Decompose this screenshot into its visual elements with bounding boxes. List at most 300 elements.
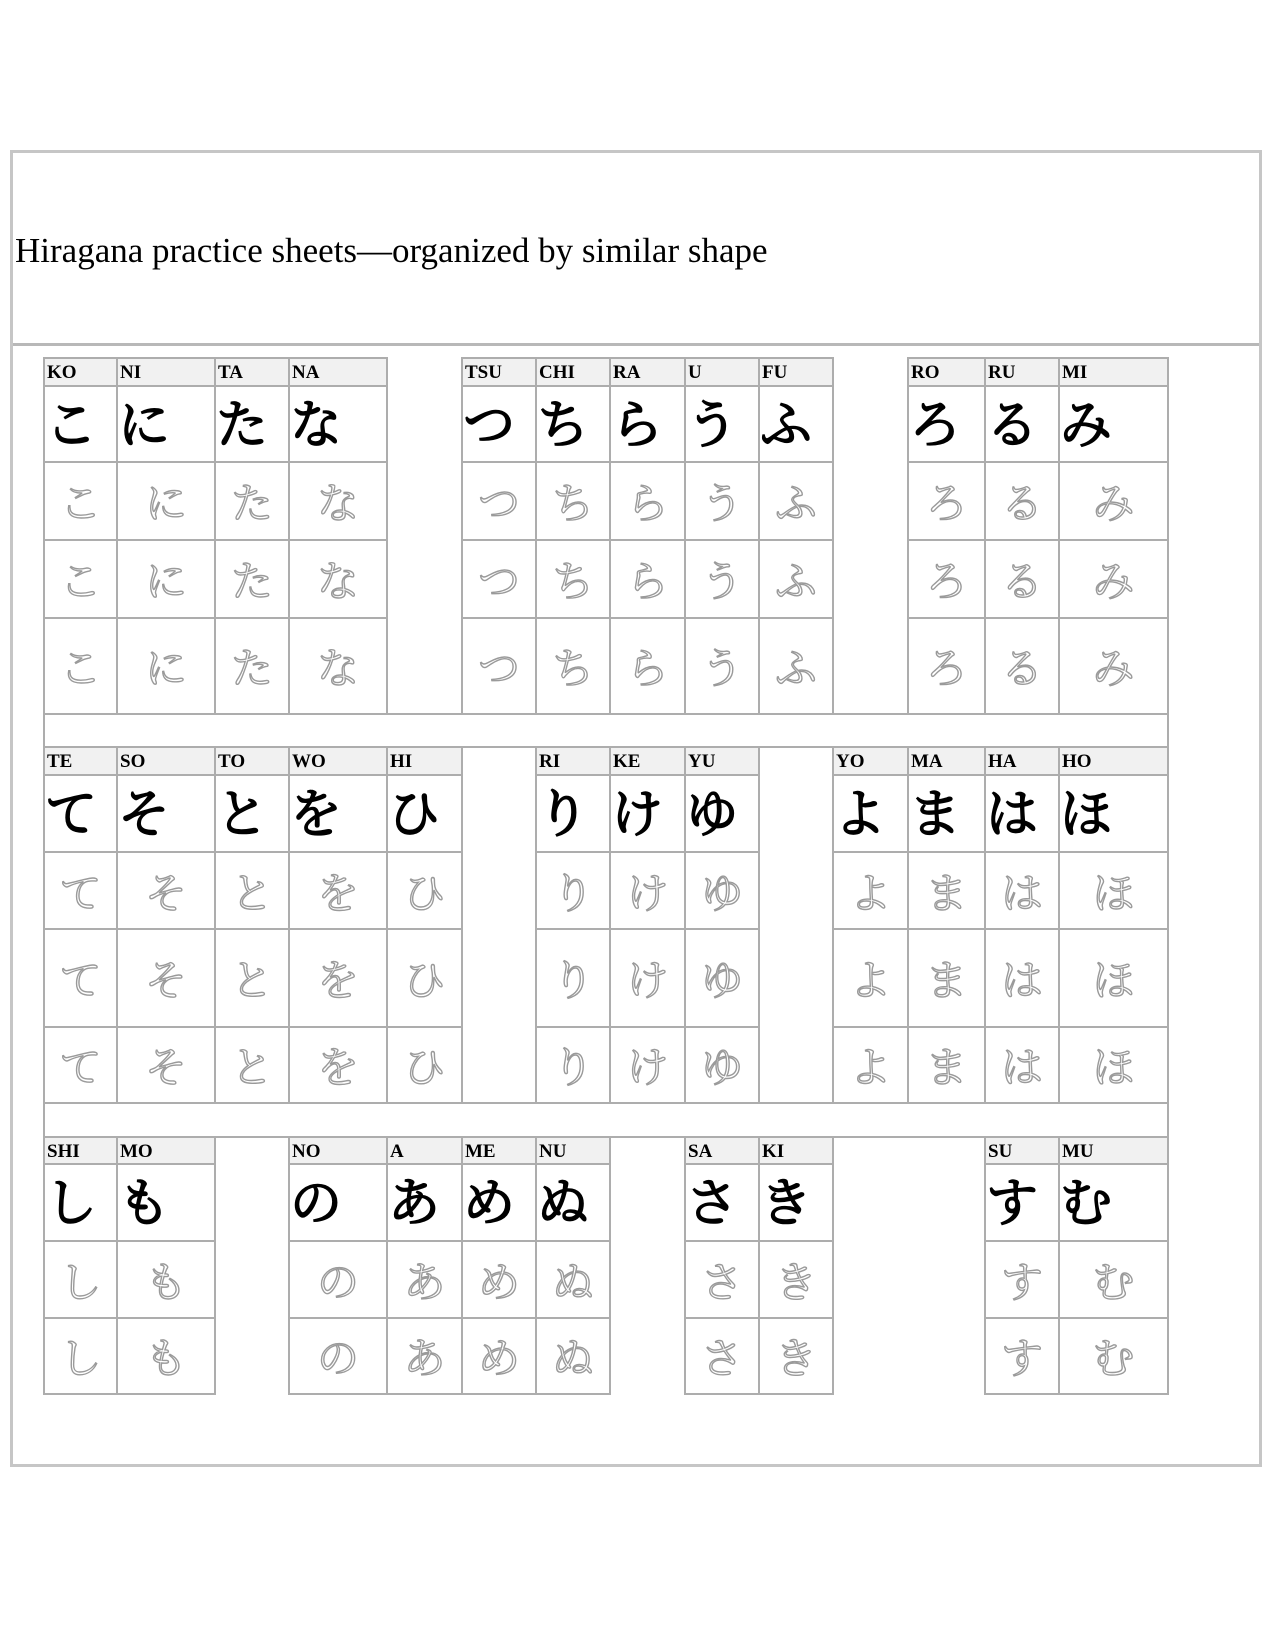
romaji-header: [43, 1136, 118, 1165]
trace-kana: ぬ: [551, 1257, 594, 1307]
trace-kana: と: [230, 956, 273, 1005]
romaji-header: [535, 1136, 611, 1165]
trace-kana: あ: [403, 1257, 446, 1307]
trace-kana: つ: [477, 479, 520, 528]
trace-kana-cell[interactable]: [984, 1240, 1060, 1319]
trace-kana: ゆ: [700, 1043, 743, 1092]
trace-kana: ら: [626, 557, 669, 606]
trace-kana: す: [1000, 1257, 1043, 1307]
trace-kana: う: [700, 644, 743, 693]
romaji-label: RO: [911, 362, 940, 383]
model-kana-cell: [43, 385, 118, 463]
model-kana: ほ: [1060, 785, 1113, 845]
trace-kana-cell[interactable]: [116, 461, 216, 541]
romaji-label: FU: [762, 362, 788, 383]
trace-kana: も: [144, 1257, 187, 1307]
romaji-header: [907, 357, 986, 387]
romaji-header: [609, 357, 686, 387]
trace-kana-cell[interactable]: [984, 617, 1060, 715]
trace-kana-cell[interactable]: [214, 461, 290, 541]
trace-kana: て: [59, 956, 102, 1005]
romaji-header: [1058, 746, 1169, 776]
model-kana-cell: [116, 1163, 216, 1242]
romaji-label: TO: [218, 751, 246, 772]
trace-kana: の: [316, 1257, 359, 1307]
romaji-label: NO: [292, 1141, 321, 1162]
trace-kana-cell[interactable]: [214, 1026, 290, 1104]
model-kana-cell: [535, 1163, 611, 1242]
trace-kana-cell[interactable]: [116, 928, 216, 1028]
trace-kana-cell[interactable]: [288, 461, 388, 541]
trace-kana-cell[interactable]: [386, 1240, 463, 1319]
romaji-header: [684, 357, 760, 387]
trace-kana: こ: [59, 479, 102, 528]
model-kana: あ: [388, 1174, 441, 1234]
trace-kana: る: [1000, 557, 1043, 606]
trace-kana-cell[interactable]: [758, 1240, 834, 1319]
romaji-header: [535, 357, 611, 387]
trace-kana: た: [230, 557, 273, 606]
trace-kana: う: [700, 479, 743, 528]
model-kana-cell: [43, 774, 118, 853]
trace-kana-cell[interactable]: [984, 851, 1060, 930]
model-kana: そ: [118, 785, 171, 845]
model-kana-cell: [288, 385, 388, 463]
romaji-label: YU: [688, 751, 716, 772]
trace-kana-cell[interactable]: [832, 1026, 909, 1104]
trace-kana-cell[interactable]: [43, 1240, 118, 1319]
trace-kana-cell[interactable]: [116, 1026, 216, 1104]
model-kana-cell: [609, 774, 686, 853]
trace-kana-cell[interactable]: [535, 461, 611, 541]
romaji-header: [984, 746, 1060, 776]
trace-kana: ら: [626, 479, 669, 528]
trace-kana-cell[interactable]: [684, 851, 760, 930]
model-kana-cell: [288, 1163, 388, 1242]
trace-kana: ろ: [925, 479, 968, 528]
model-kana: の: [290, 1174, 343, 1234]
trace-kana: し: [59, 1334, 102, 1383]
romaji-header: [214, 746, 290, 776]
romaji-header: [461, 1136, 537, 1165]
trace-kana-cell[interactable]: [116, 851, 216, 930]
trace-kana: と: [230, 868, 273, 918]
trace-kana-cell[interactable]: [907, 928, 986, 1028]
model-kana-cell: [907, 774, 986, 853]
trace-kana-cell[interactable]: [386, 1317, 463, 1395]
romaji-header: [832, 746, 909, 776]
trace-kana: み: [1092, 557, 1135, 606]
trace-kana-cell[interactable]: [116, 1317, 216, 1395]
trace-kana-cell[interactable]: [214, 928, 290, 1028]
trace-kana-cell[interactable]: [116, 1240, 216, 1319]
trace-kana: ま: [925, 868, 968, 918]
romaji-header: [609, 746, 686, 776]
trace-kana-cell[interactable]: [609, 617, 686, 715]
model-kana: け: [611, 785, 664, 845]
trace-kana-cell[interactable]: [609, 928, 686, 1028]
trace-kana-cell[interactable]: [386, 928, 463, 1028]
trace-kana-cell[interactable]: [535, 539, 611, 619]
trace-kana-cell[interactable]: [461, 461, 537, 541]
trace-kana: ほ: [1092, 1043, 1135, 1092]
romaji-label: CHI: [539, 362, 575, 383]
model-kana: め: [463, 1174, 516, 1234]
trace-kana-cell[interactable]: [684, 1240, 760, 1319]
model-kana: こ: [45, 396, 98, 456]
trace-kana: そ: [144, 956, 187, 1005]
model-kana: さ: [686, 1174, 739, 1234]
trace-kana: ゆ: [700, 868, 743, 918]
trace-kana-cell[interactable]: [116, 539, 216, 619]
romaji-label: HA: [988, 751, 1017, 772]
model-kana-cell: [288, 774, 388, 853]
model-kana: ぬ: [537, 1174, 590, 1234]
romaji-header: [386, 746, 463, 776]
trace-kana-cell[interactable]: [758, 1317, 834, 1395]
trace-kana-cell[interactable]: [386, 851, 463, 930]
trace-kana: よ: [849, 868, 892, 918]
trace-kana-cell[interactable]: [609, 851, 686, 930]
trace-kana: ゆ: [700, 956, 743, 1005]
model-kana: ち: [537, 396, 590, 456]
model-kana-cell: [609, 385, 686, 463]
romaji-header: [1058, 357, 1169, 387]
model-kana-cell: [461, 385, 537, 463]
trace-kana-cell[interactable]: [758, 539, 834, 619]
trace-kana: ほ: [1092, 868, 1135, 918]
trace-kana: て: [59, 1043, 102, 1092]
trace-kana-cell[interactable]: [1058, 1026, 1169, 1104]
romaji-label: A: [390, 1141, 404, 1162]
trace-kana: ろ: [925, 644, 968, 693]
romaji-header: [288, 1136, 388, 1165]
trace-kana-cell[interactable]: [984, 928, 1060, 1028]
romaji-label: RU: [988, 362, 1016, 383]
trace-kana-cell[interactable]: [1058, 851, 1169, 930]
trace-kana: そ: [144, 1043, 187, 1092]
trace-kana: め: [477, 1334, 520, 1383]
romaji-header: [907, 746, 986, 776]
romaji-header: [758, 1136, 834, 1165]
trace-kana-cell[interactable]: [1058, 539, 1169, 619]
romaji-label: WO: [292, 751, 326, 772]
trace-kana-cell[interactable]: [535, 851, 611, 930]
trace-kana-cell[interactable]: [758, 617, 834, 715]
model-kana-cell: [758, 385, 834, 463]
romaji-label: NI: [120, 362, 142, 383]
trace-kana: ま: [925, 1043, 968, 1092]
model-kana-cell: [684, 774, 760, 853]
model-kana: と: [216, 785, 269, 845]
trace-kana-cell[interactable]: [1058, 928, 1169, 1028]
model-kana: に: [118, 396, 171, 456]
trace-kana-cell[interactable]: [461, 1240, 537, 1319]
model-kana-cell: [386, 1163, 463, 1242]
romaji-label: TA: [218, 362, 243, 383]
model-kana: な: [290, 396, 343, 456]
trace-kana-cell[interactable]: [609, 1026, 686, 1104]
model-kana-cell: [1058, 774, 1169, 853]
trace-kana-cell[interactable]: [535, 1026, 611, 1104]
model-kana: つ: [463, 396, 516, 456]
trace-kana: ぬ: [551, 1334, 594, 1383]
romaji-header: [116, 357, 216, 387]
model-kana: す: [986, 1174, 1039, 1234]
trace-kana: あ: [403, 1334, 446, 1383]
romaji-label: MA: [911, 751, 943, 772]
trace-kana: ま: [925, 956, 968, 1005]
trace-kana: ふ: [774, 479, 817, 528]
trace-kana-cell[interactable]: [214, 539, 290, 619]
trace-kana: ら: [626, 644, 669, 693]
trace-kana: さ: [700, 1334, 743, 1383]
trace-kana: な: [316, 479, 359, 528]
trace-kana: つ: [477, 557, 520, 606]
trace-kana: き: [774, 1334, 817, 1383]
model-kana-cell: [684, 1163, 760, 1242]
trace-kana-cell[interactable]: [214, 851, 290, 930]
trace-kana-cell[interactable]: [535, 928, 611, 1028]
romaji-label: MO: [120, 1141, 153, 1162]
trace-kana: る: [1000, 479, 1043, 528]
trace-kana-cell[interactable]: [1058, 1317, 1169, 1395]
trace-kana: ひ: [403, 956, 446, 1005]
trace-kana-cell[interactable]: [907, 1026, 986, 1104]
trace-kana-cell[interactable]: [535, 1317, 611, 1395]
model-kana-cell: [116, 385, 216, 463]
trace-kana: よ: [849, 956, 892, 1005]
trace-kana-cell[interactable]: [288, 1240, 388, 1319]
trace-kana: な: [316, 557, 359, 606]
trace-kana: け: [626, 956, 669, 1005]
trace-kana-cell[interactable]: [43, 1026, 118, 1104]
block-separator: [43, 713, 1169, 748]
trace-kana-cell[interactable]: [535, 617, 611, 715]
trace-kana: ろ: [925, 557, 968, 606]
trace-kana-cell[interactable]: [43, 539, 118, 619]
trace-kana: ふ: [774, 557, 817, 606]
trace-kana-cell[interactable]: [907, 539, 986, 619]
romaji-header: [984, 357, 1060, 387]
trace-kana: ひ: [403, 1043, 446, 1092]
trace-kana: も: [144, 1334, 187, 1383]
trace-kana: み: [1092, 644, 1135, 693]
romaji-label: SU: [988, 1141, 1013, 1162]
romaji-header: [684, 1136, 760, 1165]
trace-kana-cell[interactable]: [461, 617, 537, 715]
romaji-label: KO: [47, 362, 77, 383]
model-kana-cell: [116, 774, 216, 853]
trace-kana: す: [1000, 1334, 1043, 1383]
trace-kana: し: [59, 1257, 102, 1307]
trace-kana: を: [316, 1043, 359, 1092]
model-kana-cell: [43, 1163, 118, 1242]
trace-kana-cell[interactable]: [43, 851, 118, 930]
trace-kana: さ: [700, 1257, 743, 1307]
romaji-header: [461, 357, 537, 387]
model-kana-cell: [1058, 385, 1169, 463]
trace-kana: り: [551, 1043, 594, 1092]
model-kana: ゆ: [686, 785, 739, 845]
trace-kana-cell[interactable]: [609, 539, 686, 619]
trace-kana-cell[interactable]: [684, 617, 760, 715]
model-kana-cell: [214, 385, 290, 463]
trace-kana: そ: [144, 868, 187, 918]
model-kana: た: [216, 396, 269, 456]
romaji-header: [984, 1136, 1060, 1165]
model-kana-cell: [535, 385, 611, 463]
trace-kana-cell[interactable]: [461, 1317, 537, 1395]
trace-kana-cell[interactable]: [43, 928, 118, 1028]
trace-kana-cell[interactable]: [907, 851, 986, 930]
model-kana-cell: [984, 385, 1060, 463]
trace-kana-cell[interactable]: [288, 539, 388, 619]
model-kana: み: [1060, 396, 1113, 456]
model-kana-cell: [758, 1163, 834, 1242]
trace-kana: は: [1000, 956, 1043, 1005]
trace-kana-cell[interactable]: [288, 1026, 388, 1104]
romaji-label: NA: [292, 362, 320, 383]
romaji-header: [214, 357, 290, 387]
romaji-header: [684, 746, 760, 776]
trace-kana-cell[interactable]: [684, 928, 760, 1028]
romaji-label: ME: [465, 1141, 496, 1162]
trace-kana-cell[interactable]: [684, 1317, 760, 1395]
trace-kana: つ: [477, 644, 520, 693]
block-separator: [43, 1102, 1169, 1138]
romaji-label: U: [688, 362, 702, 383]
trace-kana: め: [477, 1257, 520, 1307]
model-kana-cell: [684, 385, 760, 463]
romaji-header: [43, 357, 118, 387]
trace-kana-cell[interactable]: [684, 1026, 760, 1104]
romaji-header: [535, 746, 611, 776]
trace-kana: に: [144, 479, 187, 528]
trace-kana: に: [144, 644, 187, 693]
trace-kana-cell[interactable]: [758, 461, 834, 541]
trace-kana-cell[interactable]: [288, 851, 388, 930]
model-kana: ま: [909, 785, 962, 845]
trace-kana: き: [774, 1257, 817, 1307]
model-kana-cell: [461, 1163, 537, 1242]
model-kana-cell: [832, 774, 909, 853]
romaji-header: [1058, 1136, 1169, 1165]
trace-kana: ち: [551, 644, 594, 693]
trace-kana: を: [316, 956, 359, 1005]
model-kana: よ: [834, 785, 887, 845]
trace-kana: を: [316, 868, 359, 918]
trace-kana-cell[interactable]: [535, 1240, 611, 1319]
model-kana: ら: [611, 396, 664, 456]
trace-kana-cell[interactable]: [984, 539, 1060, 619]
trace-kana-cell[interactable]: [461, 539, 537, 619]
romaji-header: [288, 357, 388, 387]
romaji-label: SO: [120, 751, 146, 772]
romaji-label: SA: [688, 1141, 713, 1162]
trace-kana: な: [316, 644, 359, 693]
romaji-header: [116, 1136, 216, 1165]
romaji-label: MU: [1062, 1141, 1094, 1162]
trace-kana: こ: [59, 644, 102, 693]
trace-kana-cell[interactable]: [43, 461, 118, 541]
model-kana: む: [1060, 1174, 1113, 1234]
romaji-label: MI: [1062, 362, 1088, 383]
trace-kana-cell[interactable]: [386, 1026, 463, 1104]
model-kana-cell: [214, 774, 290, 853]
trace-kana: ち: [551, 557, 594, 606]
trace-kana: み: [1092, 479, 1135, 528]
romaji-header: [43, 746, 118, 776]
trace-kana-cell[interactable]: [984, 1026, 1060, 1104]
trace-kana-cell[interactable]: [609, 461, 686, 541]
trace-kana-cell[interactable]: [43, 1317, 118, 1395]
trace-kana-cell[interactable]: [984, 1317, 1060, 1395]
trace-kana: こ: [59, 557, 102, 606]
trace-kana-cell[interactable]: [288, 1317, 388, 1395]
model-kana-cell: [1058, 1163, 1169, 1242]
trace-kana: り: [551, 956, 594, 1005]
trace-kana-cell[interactable]: [907, 617, 986, 715]
trace-kana: ち: [551, 479, 594, 528]
trace-kana-cell[interactable]: [214, 617, 290, 715]
trace-kana-cell[interactable]: [984, 461, 1060, 541]
trace-kana: に: [144, 557, 187, 606]
trace-kana: と: [230, 1043, 273, 1092]
romaji-header: [758, 357, 834, 387]
model-kana: き: [760, 1174, 813, 1234]
romaji-label: RA: [613, 362, 641, 383]
romaji-header: [386, 1136, 463, 1165]
model-kana: は: [986, 785, 1039, 845]
trace-kana-cell[interactable]: [288, 928, 388, 1028]
trace-kana: ふ: [774, 644, 817, 693]
trace-kana-cell[interactable]: [684, 461, 760, 541]
model-kana: る: [986, 396, 1039, 456]
romaji-label: HO: [1062, 751, 1092, 772]
romaji-header: [288, 746, 388, 776]
model-kana: を: [290, 785, 343, 845]
trace-kana-cell[interactable]: [288, 617, 388, 715]
trace-kana-cell[interactable]: [832, 851, 909, 930]
trace-kana-cell[interactable]: [1058, 1240, 1169, 1319]
model-kana-cell: [535, 774, 611, 853]
model-kana: う: [686, 396, 739, 456]
trace-kana: よ: [849, 1043, 892, 1092]
trace-kana: ほ: [1092, 956, 1135, 1005]
trace-kana-cell[interactable]: [1058, 617, 1169, 715]
model-kana: ふ: [760, 396, 813, 456]
trace-kana-cell[interactable]: [832, 928, 909, 1028]
romaji-label: RI: [539, 751, 561, 772]
trace-kana: り: [551, 868, 594, 918]
romaji-label: NU: [539, 1141, 567, 1162]
trace-kana: け: [626, 1043, 669, 1092]
trace-kana: た: [230, 479, 273, 528]
trace-kana-cell[interactable]: [684, 539, 760, 619]
romaji-label: TE: [47, 751, 73, 772]
trace-kana-cell[interactable]: [43, 617, 118, 715]
romaji-label: TSU: [465, 362, 502, 383]
trace-kana-cell[interactable]: [116, 617, 216, 715]
romaji-label: KI: [762, 1141, 785, 1162]
model-kana: り: [537, 785, 590, 845]
romaji-header: [116, 746, 216, 776]
trace-kana-cell[interactable]: [907, 461, 986, 541]
trace-kana: は: [1000, 1043, 1043, 1092]
trace-kana: は: [1000, 868, 1043, 918]
trace-kana-cell[interactable]: [1058, 461, 1169, 541]
